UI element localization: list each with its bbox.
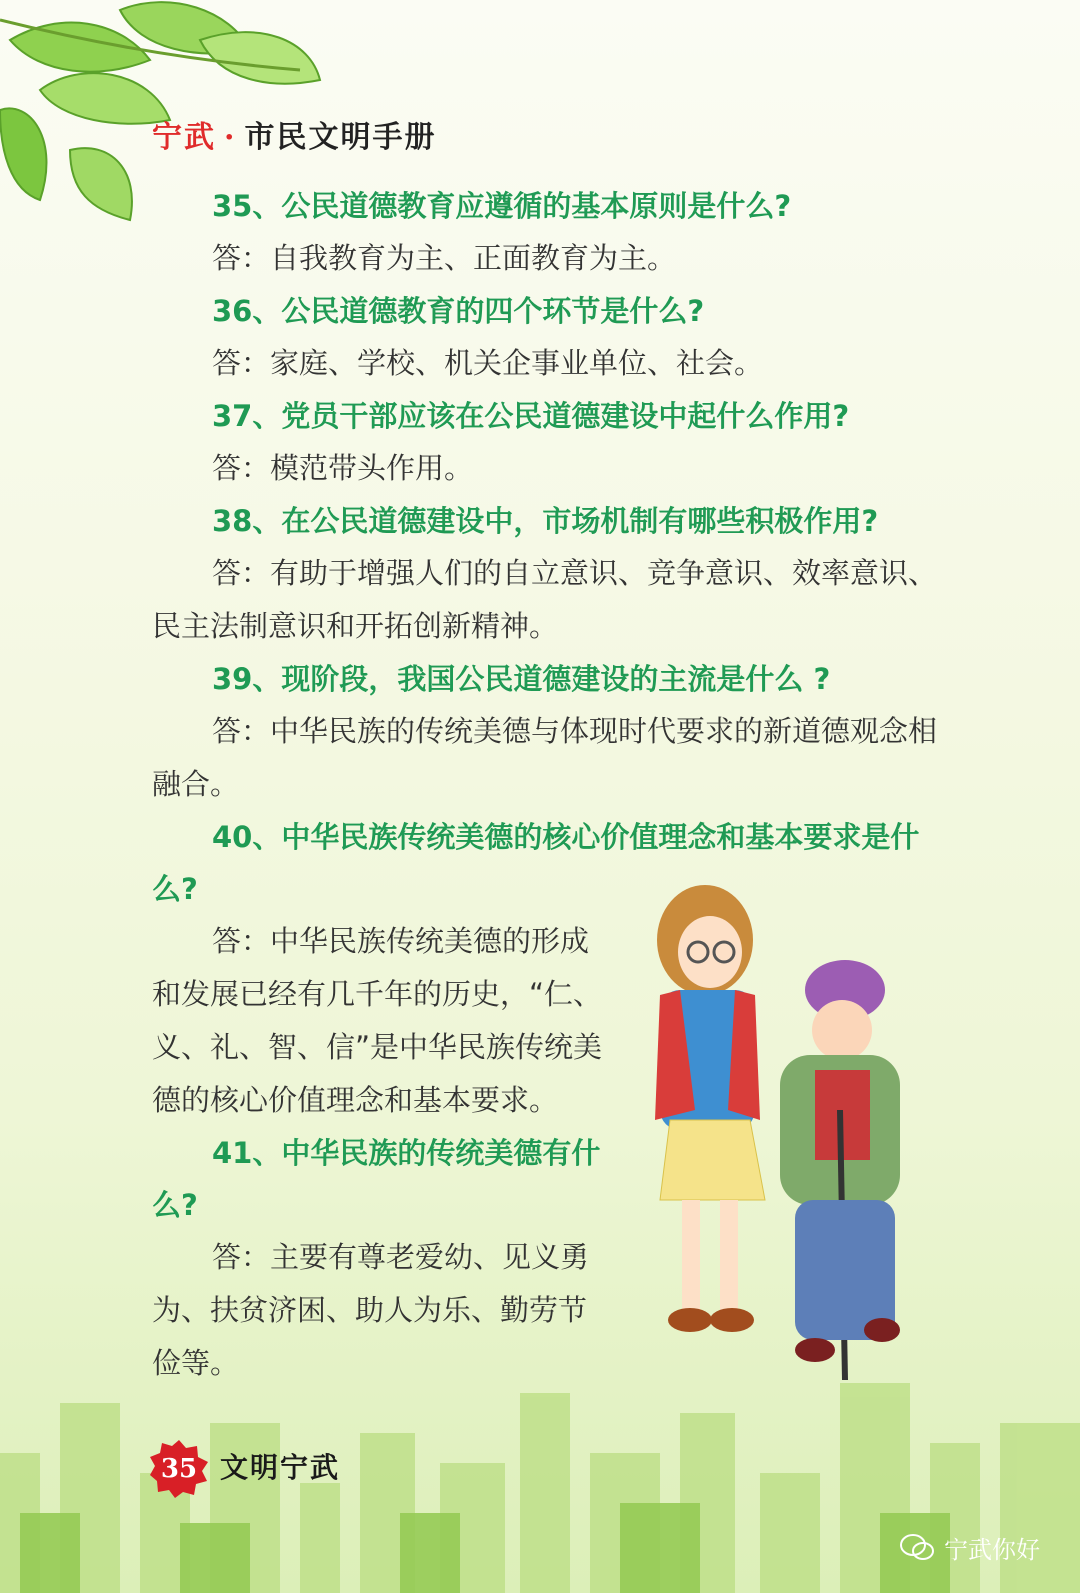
handbook-header <box>152 112 436 158</box>
answer-41: 答：主要有尊老爱幼、见义勇为、扶贫济困、助人为乐、勤劳节俭等。 <box>152 1240 590 1380</box>
question-38: 38、在公民道德建设中，市场机制有哪些积极作用? <box>212 504 879 538</box>
answer-39: 答：中华民族的传统美德与体现时代要求的新道德观念相融合。 <box>152 714 938 801</box>
answer-40: 答：中华民族传统美德的形成和发展已经有几千年的历史，“仁、义、礼、智、信”是中华民族传统美德的核心价值理念和基本要求。 <box>152 924 603 1117</box>
wechat-watermark <box>900 1530 1040 1565</box>
question-40: 40、中华民族传统美德的核心价值理念和基本要求是什么? <box>152 820 920 906</box>
page-number: 35 <box>160 1454 198 1484</box>
answer-37: 答：模范带头作用。 <box>212 451 474 485</box>
question-37: 37、党员干部应该在公民道德建设中起什么作用? <box>212 399 850 433</box>
watermark-text: 宁武你好 <box>944 1536 1040 1564</box>
question-39: 39、现阶段，我国公民道德建设的主流是什么 ? <box>212 662 831 696</box>
wechat-icon <box>900 1534 934 1562</box>
answer-36: 答：家庭、学校、机关企事业单位、社会。 <box>212 346 764 380</box>
answer-38: 答：有助于增强人们的自立意识、竞争意识、效率意识、民主法制意识和开拓创新精神。 <box>152 556 938 643</box>
question-36: 36、公民道德教育的四个环节是什么? <box>212 294 705 328</box>
question-35: 35、公民道德教育应遵循的基本原则是什么? <box>212 189 792 223</box>
question-41: 41、中华民族的传统美德有什么? <box>152 1136 601 1222</box>
header-title: 市民文明手册 <box>244 120 437 155</box>
header-separator: · <box>224 120 237 155</box>
girl-helping-elder-illustration <box>620 880 940 1400</box>
page-number-badge <box>150 1440 208 1498</box>
header-city: 宁武 <box>152 120 216 155</box>
footer-title: 文明宁武 <box>220 1451 341 1484</box>
answer-35: 答：自我教育为主、正面教育为主。 <box>212 241 677 275</box>
